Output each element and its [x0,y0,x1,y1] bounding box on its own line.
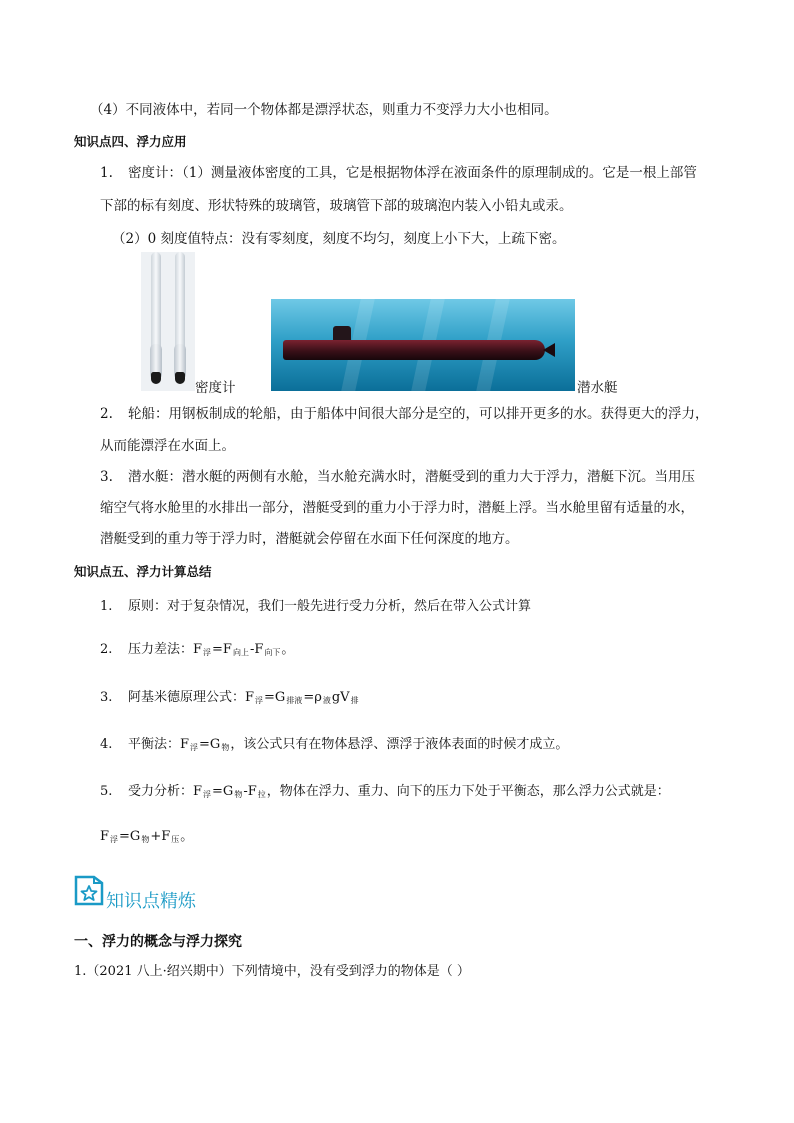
list-number: 3. [100,469,113,485]
text-line: 缩空气将水舱里的水排出一部分，潜艇受到的重力小于浮力时，潜艇上浮。当水舱里留有适量的水， [100,500,694,516]
formula-force-analysis-result: $F_浮=G_物+F_压$。 [100,829,194,844]
text-line: 潜艇受到的重力等于浮力时，潜艇就会停留在水面下任何深度的地方。 [100,531,519,547]
text-line: 轮船：用钢板制成的轮船，由于船体中间很大部分是空的，可以排开更多的水。获得更大的浮力， [128,406,709,422]
list-number: 5. [100,784,113,799]
formula-pressure-difference: 压力差法：$F_浮=F_{向上}-F_{向下}$。 [128,642,295,657]
question-1: 1.（2021 八上·绍兴期中）下列情境中，没有受到浮力的物体是（ ） [74,964,470,979]
heading-knowledge-5: 知识点五、浮力计算总结 [74,564,212,579]
text-line: （2）0 刻度值特点：没有零刻度，刻度不均匀，刻度上小下大，上疏下密。 [112,231,566,247]
text-line: 潜水艇：潜水艇的两侧有水舱，当水舱充满水时，潜艇受到的重力大于浮力，潜艇下沉。当用压 [128,469,695,485]
hydrometer-image [141,252,195,391]
list-number: 1. [100,599,113,614]
list-number: 1. [100,165,113,181]
submarine-caption: 潜水艇 [577,380,618,396]
list-number: 4. [100,737,113,752]
heading-knowledge-4: 知识点四、浮力应用 [74,134,187,149]
submarine-image [271,299,575,391]
star-folder-icon [74,874,104,906]
list-number: 3. [100,690,113,705]
heading-part-one: 一、浮力的概念与浮力探究 [74,934,242,950]
text-line: 下部的标有刻度、形状特殊的玻璃管，玻璃管下部的玻璃泡内装入小铅丸或汞。 [100,198,573,214]
text-line: 原则：对于复杂情况，我们一般先进行受力分析，然后在带入公式计算 [128,599,532,614]
text-line: （4）不同液体中，若同一个物体都是漂浮状态，则重力不变浮力大小也相同。 [90,102,558,118]
section-title: 知识点精炼 [106,891,196,912]
formula-balance: 平衡法：$F_浮=G_物$，该公式只有在物体悬浮、漂浮于液体表面的时候才成立。 [128,737,569,752]
hydrometer-caption: 密度计 [195,380,236,396]
formula-archimedes: 阿基米德原理公式：$F_浮=G_{排液}=\rho_液gV_排$ [128,690,359,705]
formula-force-analysis: 受力分析：$F_浮=G_物-F_拉$，物体在浮力、重力、向下的压力下处于平衡态，那么浮力公式就是： [128,784,670,799]
list-number: 2. [100,406,113,422]
text-line: 密度计：（1）测量液体密度的工具，它是根据物体浮在液面条件的原理制成的。它是一根上部管 [128,165,697,181]
list-number: 2. [100,642,113,657]
text-line: 从而能漂浮在水面上。 [100,438,235,454]
